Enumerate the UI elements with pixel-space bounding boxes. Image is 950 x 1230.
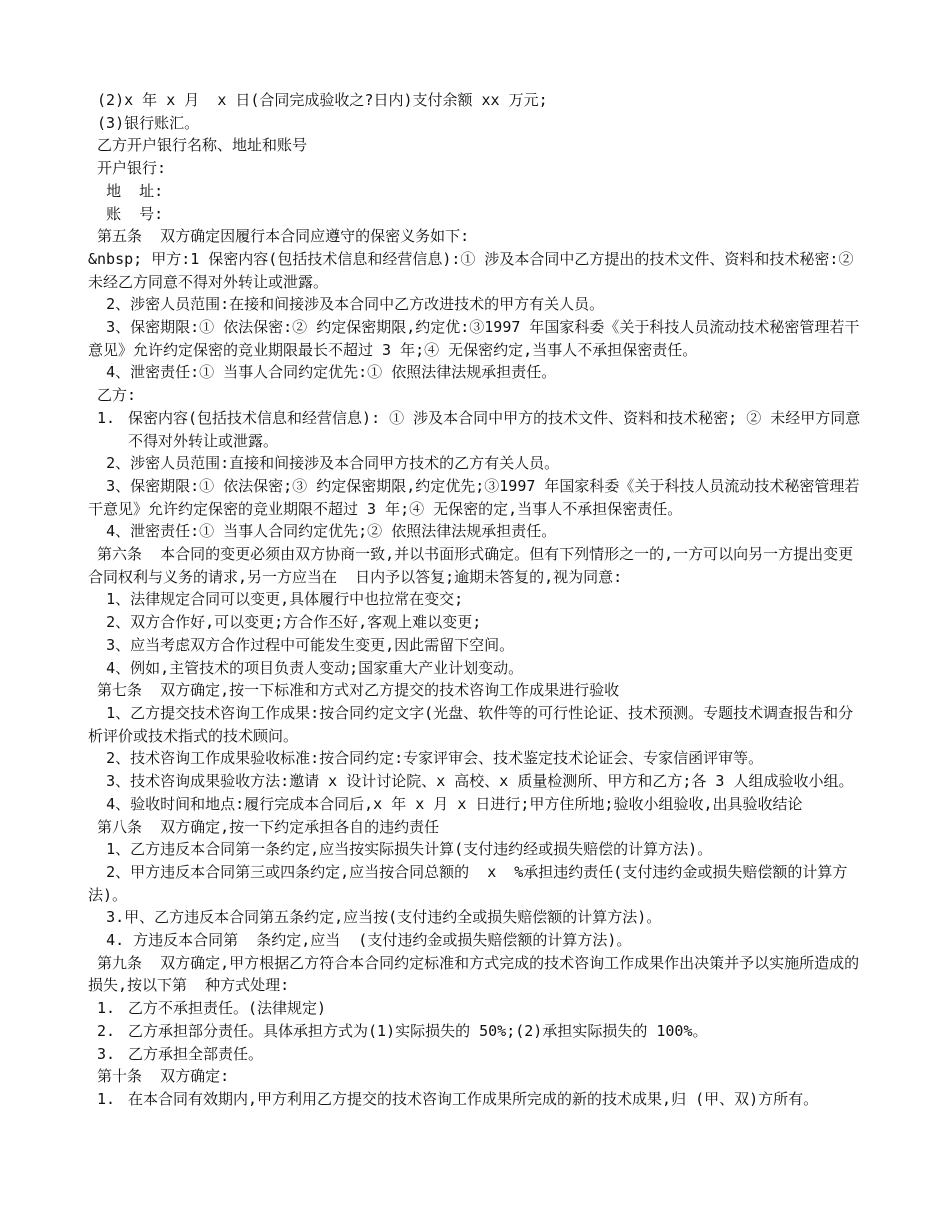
paragraph: 2、涉密人员范围:在接和间接涉及本合同中乙方改进技术的甲方有关人员。: [88, 295, 605, 314]
paragraph: 2、涉密人员范围:直接和间接涉及本合同甲方技术的乙方有关人员。: [88, 454, 560, 473]
paragraph: 4、泄密责任:① 当事人合同约定优先;② 依照法律法规承担责任。: [88, 522, 557, 541]
paragraph: 4、泄密责任:① 当事人合同约定优先:① 依照法律法规承担责任。: [88, 363, 557, 382]
article-heading: 第八条 双方确定,按一下约定承担各自的违约责任: [88, 817, 440, 836]
list-number: 2.: [88, 1021, 116, 1040]
paragraph: 3.甲、乙方违反本合同第五条约定,应当按(支付违约全或损失赔偿额的计算方法)。: [88, 908, 662, 927]
list-text: 在本合同有效期内,甲方利用乙方提交的技术咨询工作成果所完成的新的技术成果,归 (甲、双)方所有。: [128, 1089, 819, 1108]
paragraph: 3、技术咨询成果验收方法:邀请 x 设计讨论院、x 高校、x 质量检测所、甲方和乙方;各 3 人组成验收小组。: [88, 772, 854, 791]
list-item: [88, 1088, 868, 1111]
paragraph: 1、法律规定合同可以变更,具体履行中也拉常在变交;: [88, 590, 464, 609]
list-item: [88, 407, 868, 452]
paragraph: 3、保密期限:① 依法保密;③ 约定保密期限,约定优先;③1997 年国家科委《关于科技人员流动技术秘密管理若干意见》允许约定保密的竞业期限不超过 3 年;④ 无保密的定,当事人不承担保密责任。: [88, 476, 860, 518]
article-heading: 第五条 双方确定因履行本合同应遵守的保密义务如下:: [88, 227, 470, 246]
list-number: 1.: [88, 408, 116, 427]
paragraph: (2)x 年 x 月 x 日(合同完成验收之?日内)支付余额 xx 万元;: [88, 91, 548, 109]
list-number: 1.: [88, 999, 116, 1018]
article-heading: 第七条 双方确定,按一下标准和方式对乙方提交的技术咨询工作成果进行验收: [88, 681, 620, 700]
list-item: [88, 997, 868, 1020]
list-number: 3.: [88, 1044, 116, 1063]
list-text: 保密内容(包括技术信息和经营信息): ① 涉及本合同中甲方的技术文件、资料和技术秘密; ② 未经甲方同意不得对外转让或泄露。: [128, 408, 861, 450]
list-text: 乙方承担部分责任。具体承担方式为(1)实际损失的 50%;(2)承担实际损失的 100%。: [128, 1021, 708, 1040]
paragraph: &nbsp; 甲方:1 保密内容(包括技术信息和经营信息):① 涉及本合同中乙方提出的技术文件、资料和技术秘密:② 未经乙方同意不得对外转让或泄露。: [88, 249, 863, 291]
paragraph: 1、乙方违反本合同第一条约定,应当按实际损失计算(支付违约经或损失赔偿的计算方法)。: [88, 840, 713, 859]
paragraph: 开户银行:: [88, 159, 167, 178]
paragraph: 2、技术咨询工作成果验收标准:按合同约定:专家评审会、技术鉴定技术论证会、专家信函评审等。: [88, 749, 764, 768]
paragraph: 4. 方违反本合同第 条约定,应当 (支付违约金或损失赔偿额的计算方法)。: [88, 931, 632, 950]
paragraph: 1、乙方提交技术咨询工作成果:按合同约定文字(光盘、软件等的可行性论证、技术预测。专题技术调查报告和分析评价或技术指式的技术顾问。: [88, 703, 854, 745]
paragraph: 3、应当考虑双方合作过程中可能发生变更,因此需留下空间。: [88, 635, 515, 654]
paragraph: 2、双方合作好,可以变更;方合作丕好,客观上难以变更;: [88, 613, 482, 632]
paragraph: 乙方:: [88, 386, 137, 405]
paragraph: 乙方开户银行名称、地址和账号: [88, 136, 308, 155]
list-text: 乙方不承担责任。(法律规定): [128, 999, 327, 1018]
paragraph: 2、甲方违反本合同第三或四条约定,应当按合同总额的 x %承担违约责任(支付违约金或损失赔偿额的计算方法)。: [88, 862, 848, 904]
paragraph: 4、例如,主管技术的项目负责人变动;国家重大产业计划变动。: [88, 658, 524, 677]
article-heading: 第九条 双方确定,甲方根据乙方符合本合同约定标准和方式完成的技术咨询工作成果作出决策并予以实施所造成的损失,按以下第 种方式处理:: [88, 953, 860, 995]
list-item: [88, 1043, 868, 1066]
article-heading: 第十条 双方确定:: [88, 1067, 230, 1086]
list-item: [88, 1020, 868, 1043]
paragraph: 3、保密期限:① 依法保密:② 约定保密期限,约定优:③1997 年国家科委《关于科技人员流动技术秘密管理若干意见》允许约定保密的竞业期限最长不超过 3 年;④ 无保密约定,当事人不承担保密责任。: [88, 318, 860, 359]
contract-document: [88, 89, 868, 1111]
article-heading: 第六条 本合同的变更必须由双方协商一致,并以书面形式确定。但有下列情形之一的,一方可以向另一方提出变更合同权利与义务的请求,另一方应当在 日内予以答复;逾期未答复的,视为同意:: [88, 545, 854, 586]
paragraph: 账 号:: [88, 204, 164, 223]
list-number: 1.: [88, 1089, 116, 1108]
paragraph: 4、验收时间和地点:履行完成本合同后,x 年 x 月 x 日进行;甲方住所地;验收小组验收,出具验收结论: [88, 794, 803, 813]
list-text: 乙方承担全部责任。: [128, 1044, 264, 1063]
paragraph: 地 址:: [88, 181, 164, 200]
paragraph: (3)银行账汇。: [88, 113, 200, 132]
